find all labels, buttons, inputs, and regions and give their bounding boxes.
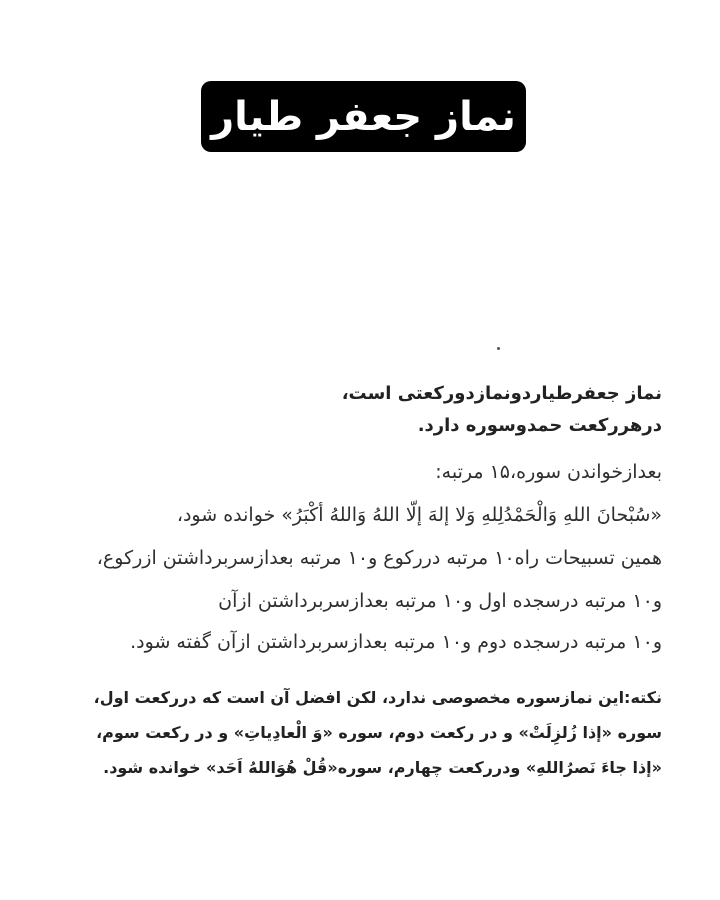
note-line: نکته:این نمازسوره مخصوصی ندارد، لکن افضل آن است که دررکعت اول، [93,688,662,707]
instruction-line: و۱۰ مرتبه درسجده دوم و۱۰ مرتبه بعدازسربرداشتن ازآن گفته شود. [130,631,662,653]
decorative-dot [497,347,500,350]
instruction-line: «سُبْحانَ اللهِ وَالْحَمْدُلِلهِ وَلا إلهَ إلّا اللهُ وَاللهُ أكْبَرُ» خوانده شود، [176,504,662,526]
instruction-line: همین تسبیحات راه۱۰ مرتبه دررکوع و۱۰ مرتبه بعدازسربرداشتن ازرکوع، [96,547,662,569]
page-title: نماز جعفر طیار [211,93,516,140]
intro-line: درهررکعت حمدوسوره دارد. [417,415,662,436]
note-line: «إذا جاءَ نَصرُاللهِ» ودررکعت چهارم، سوره«قُلْ هُوَاللهُ اَحَد» خوانده شود. [103,758,662,777]
intro-line: نماز جعفرطیاردونمازدورکعتی است، [341,383,662,404]
instruction-line: بعدازخواندن سوره،۱۵ مرتبه: [435,461,662,483]
title-banner [201,81,526,152]
note-line: سوره «إذا زُلزِلَتْ» و در رکعت دوم، سوره «وَ الْعادِیاتِ» و در رکعت سوم، [96,723,662,742]
instruction-line: و۱۰ مرتبه درسجده اول و۱۰ مرتبه بعدازسربرداشتن ازآن [218,590,662,612]
